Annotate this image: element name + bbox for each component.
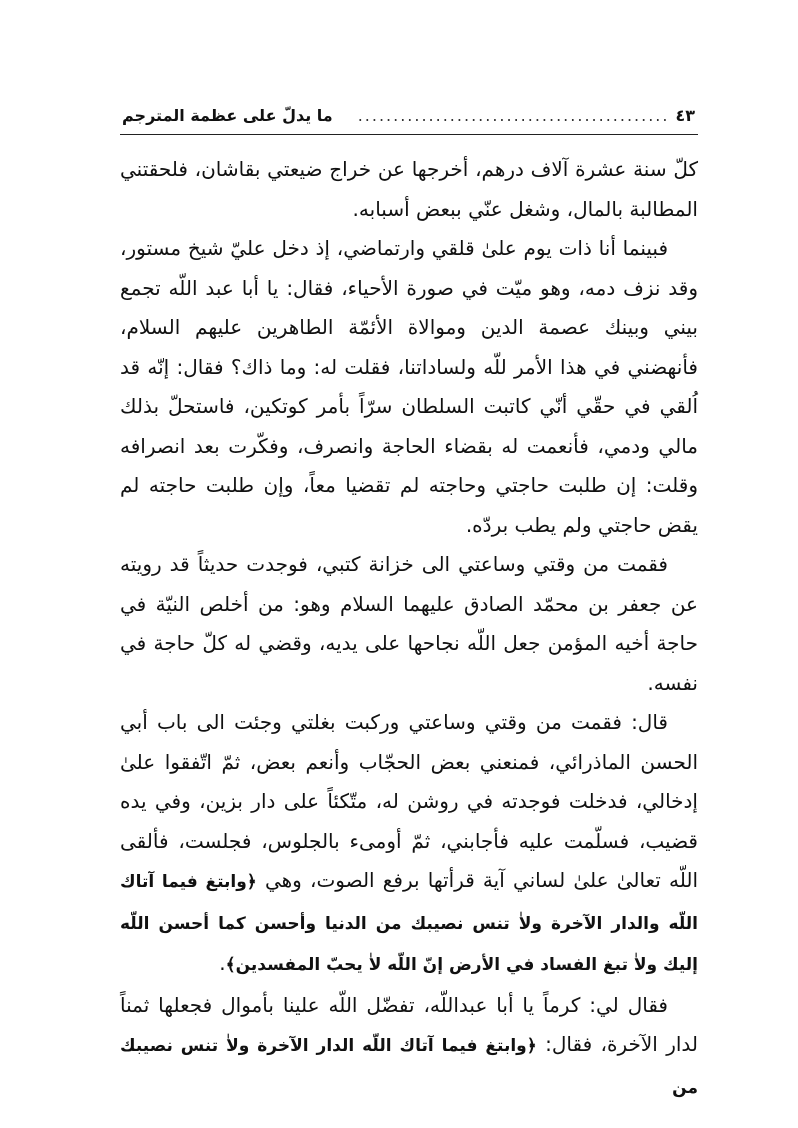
paragraph-1 [120,150,698,229]
paragraph-4-text: قال: فقمت من وقتي وساعتي وركبت بغلتي وجئت الى باب أبي الحسن الماذرائي، فمنعني بعض الحجّاب وأنعم بعض، ثمّ اتّفقوا علىٰ إدخالي، فدخلت فوجدته في روشن له، متّكئاً على دار بزين، وفي يده قضيب، فسلّمت عليه فأجابني، ثمّ أومىء بالجلوس، فجلست، فألقى اللّه تعالىٰ علىٰ لساني آية قرأتها برفع الصوت، وهي [120,710,698,892]
running-header [122,98,695,132]
paragraph-3 [120,545,698,703]
paragraph-4-end: . [219,951,226,975]
header-rule [120,134,698,135]
paragraph-4 [120,703,698,986]
header-leader-dots: ............................................ [357,105,670,125]
paragraph-5-text: فقال لي: كرماً يا أبا عبداللّه، تفضّل اللّه علينا بأموال فجعلها ثمناً لدار الآخرة، فقال: [120,992,698,1056]
page-number: ٤٣ [675,105,695,125]
quran-verse: ﴿وابتغ فيما آتاك اللّه والدار الآخرة ولاٰ تنس نصيبك من الدنيا وأحسن كما أحسن اللّه إليك ولاٰ تبغ الفساد في الأرض إنّ اللّه لاٰ يحبّ المفسدين﴾ [120,872,698,975]
paragraph-1-text: كلّ سنة عشرة آلاف درهم، أخرجها عن خراج ضيعتي بقاشان، فلحقتني المطالبة بالمال، وشغل عنّي ببعض أسبابه. [120,157,698,221]
quran-verse-2: ﴿وابتغ فيما آتاك اللّه الدار الآخرة ولاٰ تنس نصيبك من [120,1036,698,1098]
paragraph-3-text: فقمت من وقتي وساعتي الى خزانة كتبي، فوجدت حديثاً قد رويته عن جعفر بن محمّد الصادق عليهما السلام وهو: من أخلص النيّة في حاجة أخيه المؤمن جعل اللّه نجاحها على يديه، وقضي له كلّ حاجة في نفسه. [120,552,698,695]
header-title: ما يدلّ على عظمة المترجم [122,105,333,125]
body-text [120,150,698,1108]
paragraph-2-text: فبينما أنا ذات يوم علىٰ قلقي وارتماضي، إذ دخل عليّ شيخ مستور، وقد نزف دمه، وهو ميّت في صورة الأحياء، فقال: يا أبا عبد اللّه تجمع بيني وبينك عصمة الدين وموالاة الأئمّة الطاهرين عليهم السلام، فأنهضني في هذا الأمر للّه ولساداتنا، فقلت له: وما ذاك؟ فقال: إنّه قد اُلقي في حقّي أنّي كاتبت السلطان سرّاً بأمر كوتكين، فاستحلّ بذلك مالي ودمي، فأنعمت له بقضاء الحاجة وانصرف، وفكّرت بعد انصرافه وقلت: إن طلبت حاجتي وحاجته لم تقضيا معاً، وإن طلبت حاجته لم يقض حاجتي ولم يطب بردّه. [120,236,698,537]
paragraph-5 [120,986,698,1109]
paragraph-2 [120,229,698,545]
